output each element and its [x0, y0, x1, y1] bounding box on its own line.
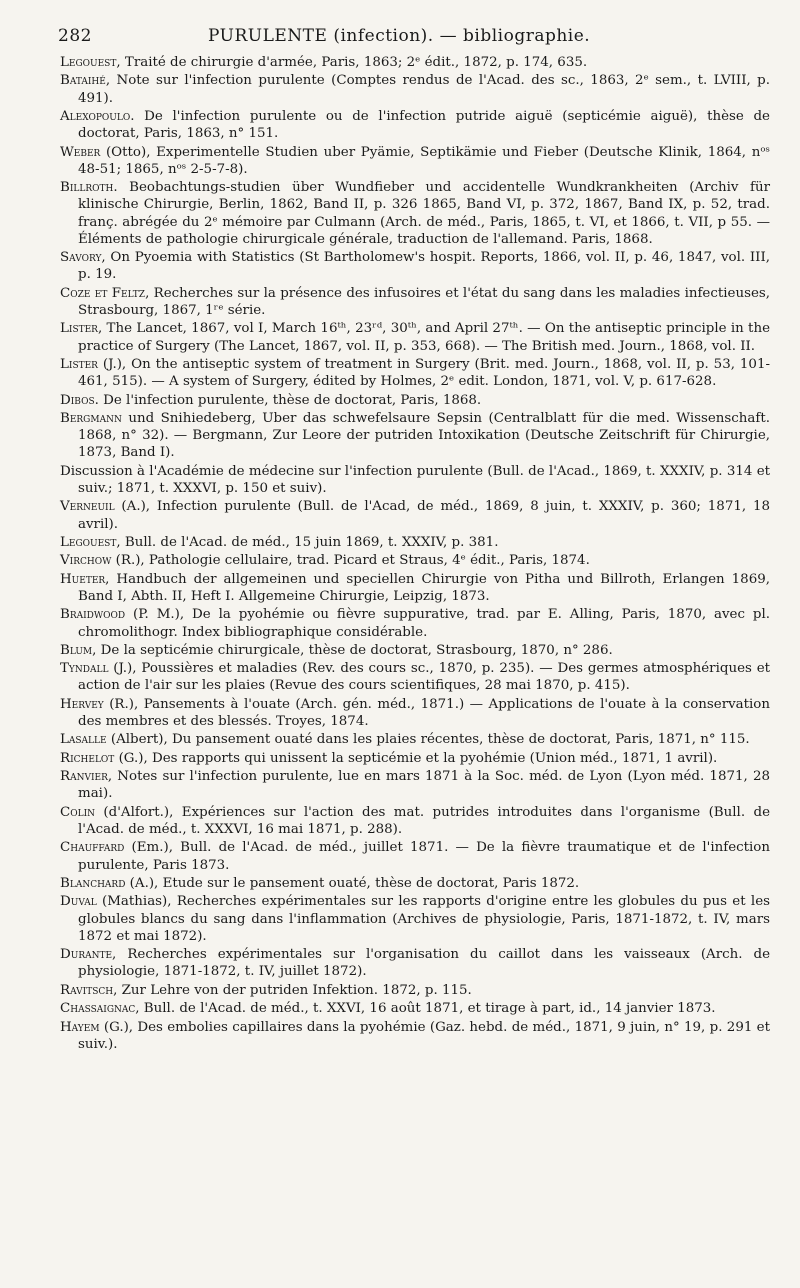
bibliography-entry: [60, 1000, 770, 1017]
bibliography-entry: [60, 72, 770, 106]
bibliography-entry: [60, 552, 770, 569]
entry-author: Weber: [60, 144, 101, 160]
bibliography-entry: [60, 410, 770, 462]
entry-author: Chauffard: [60, 840, 125, 856]
bibliography-entry: [60, 144, 770, 178]
running-title: PURULENTE (infection). — bibliographie.: [208, 26, 591, 46]
entry-author: Bataihé,: [60, 73, 111, 89]
entry-author: Lister: [60, 356, 98, 372]
entry-author: Colin: [60, 804, 96, 820]
entry-author: Hervey: [60, 696, 104, 712]
bibliography-entry: [60, 946, 770, 980]
bibliography-entry: [60, 875, 770, 892]
bibliography-entry: [60, 660, 770, 694]
entry-author: Ravitsch,: [60, 982, 118, 998]
entry-text: (G.), Des rapports qui unissent la septicémie et la pyohémie (Union méd., 1871, 1 avril).: [114, 750, 718, 766]
entry-text: Discussion à l'Académie de médecine sur l'infection purulente (Bull. de l'Acad., 1869, t. XXXIV, p. 314 et suiv.; 1871, t. XXXVI, p. 150 et suiv).: [60, 463, 770, 496]
entry-text: Recherches expérimentales sur l'organisation du caillot dans les vaisseaux (Arch. de physiologie, 1871-1872, t. IV, juillet 1872).: [78, 947, 770, 980]
entry-author: Legouest,: [60, 534, 121, 550]
entry-author: Durante,: [60, 947, 117, 963]
bibliography-entry: [60, 982, 770, 999]
entry-author: Chassaignac,: [60, 1001, 140, 1017]
bibliography-entry: [60, 839, 770, 873]
entry-author: Bergmann: [60, 410, 122, 426]
entry-author: Ranvier,: [60, 769, 113, 785]
entry-text: (R.), Pansements à l'ouate (Arch. gén. méd., 1871.) — Applications de l'ouate à la conservation des membres et des blessés. Troyes, 1874.: [78, 696, 770, 730]
bibliography-entry: [60, 320, 770, 354]
bibliography-entry: [60, 750, 770, 767]
entry-text: Handbuch der allgemeinen und speciellen Chirurgie von Pitha und Billroth, Erlangen 1869, Band I, Abth. II, Heft I. Allgemeine Chirurgie, Leipzig, 1873.: [78, 571, 770, 604]
entry-text: und Snihiedeberg, Uber das schwefelsaure Sepsin (Centralblatt für die med. Wissenschaft. 1868, n° 32). — Bergmann, Zur Leore der putriden Intoxikation (Deutsche Zeitschrift für Chirurgie, 1873, Band I).: [78, 410, 770, 461]
entry-author: Blanchard: [60, 876, 126, 892]
entry-text: Note sur l'infection purulente (Comptes rendus de l'Acad. des sc., 1863, 2ᵉ sem., t. LVIII, p. 491).: [78, 73, 770, 106]
bibliography-entry: [60, 179, 770, 248]
entry-text: (Mathias), Recherches expérimentales sur les rapports d'origine entre les globules du pus et les globules blancs du sang dans l'inflammation (Archives de physiologie, Paris, 1871-1872, t. IV, mars 1872 et mai 1872).: [78, 894, 770, 944]
entry-text: Recherches sur la présence des infusoires et l'état du sang dans les maladies infectieuses, Strasbourg, 1867, 1ʳᵉ série.: [78, 285, 770, 318]
entry-author: Dibos.: [60, 392, 99, 408]
entry-text: Bull. de l'Acad. de méd., 15 juin 1869, t. XXXIV, p. 381.: [120, 534, 499, 550]
entry-text: Zur Lehre von der putriden Infektion. 1872, p. 115.: [117, 982, 472, 998]
entry-author: Virchow: [60, 553, 112, 569]
entry-author: Richelot: [60, 750, 115, 766]
entry-text: (J.), On the antiseptic system of treatment in Surgery (Brit. med. Journ., 1868, vol. II, p. 53, 101-461, 515). — A system of Surgery, édited by Holmes, 2ᵉ edit. London, 1871, vol. V, p. 617-628.: [78, 356, 770, 390]
bibliography-entry: [60, 768, 770, 802]
entry-text: (R.), Pathologie cellulaire, trad. Picard et Straus, 4ᵉ édit., Paris, 1874.: [111, 553, 590, 569]
bibliography-entry: [60, 285, 770, 319]
entry-author: Tyndall: [60, 661, 109, 677]
entry-author: Lasalle: [60, 732, 107, 748]
entry-author: Coze et Feltz,: [60, 285, 150, 301]
entry-text: De l'infection purulente, thèse de doctorat, Paris, 1868.: [98, 392, 482, 408]
entry-author: Savory,: [60, 250, 106, 266]
entry-text: Traité de chirurgie d'armée, Paris, 1863; 2ᵉ édit., 1872, p. 174, 635.: [120, 55, 588, 70]
bibliography-entry: [60, 606, 770, 640]
entry-author: Legouest,: [60, 55, 121, 70]
bibliography-entry: [60, 498, 770, 532]
bibliography-entry: [60, 54, 770, 71]
entry-author: Alexopoulo.: [60, 108, 135, 124]
bibliography-entry: [60, 571, 770, 605]
entry-author: Lister,: [60, 321, 103, 337]
entry-text: Bull. de l'Acad. de méd., t. XXVI, 16 août 1871, et tirage à part, id., 14 janvier 1873.: [139, 1001, 716, 1017]
bibliography-entry: [60, 108, 770, 142]
bibliography-entry: [60, 1019, 770, 1053]
bibliography-entry: [60, 642, 770, 659]
bibliography-entry: [60, 463, 770, 497]
entry-author: Duval: [60, 894, 97, 910]
entry-text: (P. M.), De la pyohémie ou fièvre suppurative, trad. par E. Alling, Paris, 1870, avec pl. chromolithogr. Index bibliographique considérable.: [78, 607, 770, 640]
bibliography-entry: [60, 534, 770, 551]
bibliography-entry: [60, 893, 770, 945]
bibliography-entry: [60, 804, 770, 838]
bibliography-entry: [60, 392, 770, 409]
entry-text: (Albert), Du pansement ouaté dans les plaies récentes, thèse de doctorat, Paris, 1871, n° 115.: [106, 732, 750, 748]
entry-text: (Em.), Bull. de l'Acad. de méd., juillet 1871. — De la fièvre traumatique et de l'infection purulente, Paris 1873.: [78, 840, 770, 873]
entry-text: Beobachtungs-studien über Wundfieber und accidentelle Wundkrankheiten (Archiv für klinische Chirurgie, Berlin, 1862, Band II, p. 326 1865, Band VI, p. 372, 1867, Band IX, p. 52, trad. franç. abrégée du 2ᵉ mémoire par Culmann (Arch. de méd., Paris, 1865, t. VI, et 1866, t. VII, p 55. — Éléments de pathologie chirurgicale générale, traduction de l'allemand. Paris, 1868.: [78, 180, 770, 247]
bibliography-entry: [60, 731, 770, 748]
bibliography-entry: [60, 356, 770, 390]
bibliography-list: [60, 54, 770, 1053]
bibliography-entry: [60, 696, 770, 730]
entry-text: (J.), Poussières et maladies (Rev. des cours sc., 1870, p. 235). — Des germes atmosphériques et action de l'air sur les plaies (Revue des cours scientifiques, 28 mai 1870, p. 415).: [78, 661, 770, 694]
entry-author: Braidwood: [60, 607, 126, 623]
entry-author: Hueter,: [60, 571, 110, 587]
page-number: 282: [58, 26, 92, 46]
entry-text: (Otto), Experimentelle Studien uber Pyämie, Septikämie und Fieber (Deutsche Klinik, 1864, nᵒˢ 48-51; 1865, nᵒˢ 2-5-7-8).: [78, 144, 770, 177]
entry-text: (G.), Des embolies capillaires dans la pyohémie (Gaz. hebd. de méd., 1871, 9 juin, n° 19, p. 291 et suiv.).: [78, 1019, 770, 1052]
entry-author: Blum,: [60, 642, 97, 658]
entry-author: Billroth.: [60, 180, 118, 196]
entry-text: (d'Alfort.), Expériences sur l'action des mat. putrides introduites dans l'organisme (Bull. de l'Acad. de méd., t. XXXVI, 16 mai 1871, p. 288).: [78, 804, 770, 838]
entry-text: The Lancet, 1867, vol I, March 16ᵗʰ, 23ʳᵈ, 30ᵗʰ, and April 27ᵗʰ. — On the antiseptic principle in the practice of Surgery (The Lancet, 1867, vol. II, p. 353, 668). — The British med. Journ., 1868, vol. II.: [78, 321, 770, 354]
entry-author: Verneuil: [60, 499, 115, 515]
entry-text: De la septicémie chirurgicale, thèse de doctorat, Strasbourg, 1870, n° 286.: [96, 642, 613, 658]
entry-text: On Pyoemia with Statistics (St Bartholomew's hospit. Reports, 1866, vol. II, p. 46, 1847, vol. III, p. 19.: [78, 250, 770, 283]
entry-author: Hayem: [60, 1019, 100, 1035]
bibliography-entry: [60, 249, 770, 283]
entry-text: Notes sur l'infection purulente, lue en mars 1871 à la Soc. méd. de Lyon (Lyon méd. 1871, 28 mai).: [78, 769, 770, 802]
entry-text: (A.), Etude sur le pansement ouaté, thèse de doctorat, Paris 1872.: [125, 876, 580, 892]
page-header: [58, 26, 770, 46]
entry-text: (A.), Infection purulente (Bull. de l'Acad, de méd., 1869, 8 juin, t. XXXIV, p. 360; 1871, 18 avril).: [78, 499, 770, 532]
entry-text: De l'infection purulente ou de l'infection putride aiguë (septicémie aiguë), thèse de doctorat, Paris, 1863, n° 151.: [78, 108, 770, 142]
